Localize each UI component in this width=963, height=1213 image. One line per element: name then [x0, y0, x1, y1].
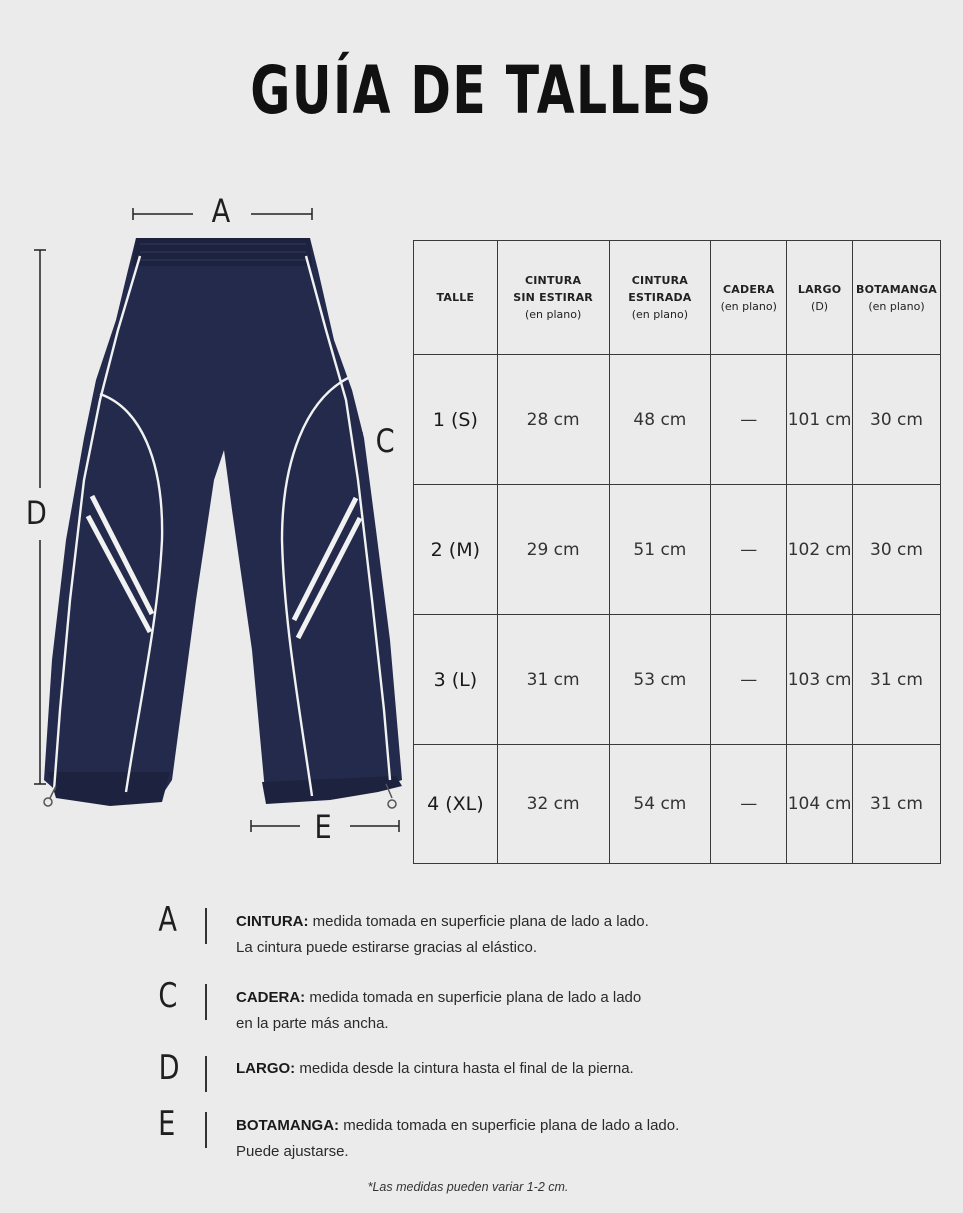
legend-divider [205, 1056, 207, 1092]
cell-cintura-sin-estirar: 31 cm [497, 615, 609, 745]
cell-botamanga: 30 cm [853, 485, 941, 615]
legend-letter: E [158, 1104, 176, 1144]
cell-cintura-estirada: 48 cm [609, 355, 711, 485]
dimension-label-c: C [375, 422, 395, 460]
page-title: GUÍA DE TALLES [250, 52, 713, 129]
legend-letter: C [158, 976, 178, 1016]
legend-divider [205, 1112, 207, 1148]
dimension-label-a: A [211, 192, 231, 230]
cell-botamanga: 31 cm [853, 615, 941, 745]
legend-line-2: La cintura puede estirarse gracias al elástico. [236, 939, 537, 956]
legend-term: CADERA: [236, 989, 306, 1006]
dimension-label-d: D [25, 494, 47, 532]
pants-illustration [0, 180, 420, 860]
header-talle: TALLE [414, 241, 498, 355]
cell-botamanga: 30 cm [853, 355, 941, 485]
legend-line-1: medida tomada en superficie plana de lado a lado. [343, 1117, 680, 1134]
header-cintura-sin-estirar: CINTURA SIN ESTIRAR (en plano) [497, 241, 609, 355]
table-row [414, 615, 941, 745]
cell-largo: 102 cm [787, 485, 853, 615]
legend-letter: D [158, 1048, 180, 1088]
cell-cadera: — [711, 615, 787, 745]
cell-botamanga: 31 cm [853, 745, 941, 864]
header-cintura-estirada: CINTURA ESTIRADA (en plano) [609, 241, 711, 355]
header-largo: LARGO (D) [787, 241, 853, 355]
cell-largo: 101 cm [787, 355, 853, 485]
table-header-row [414, 241, 941, 355]
legend-line-1: medida tomada en superficie plana de lado a lado [309, 989, 642, 1006]
legend-term: BOTAMANGA: [236, 1117, 340, 1134]
cell-cintura-sin-estirar: 29 cm [497, 485, 609, 615]
cell-cadera: — [711, 485, 787, 615]
dimension-label-e: E [314, 808, 332, 846]
cell-cadera: — [711, 355, 787, 485]
pants-drawing [0, 180, 420, 860]
size-table [413, 240, 941, 864]
cell-cintura-estirada: 54 cm [609, 745, 711, 864]
cell-cadera: — [711, 745, 787, 864]
legend-divider [205, 908, 207, 944]
header-botamanga: BOTAMANGA (en plano) [853, 241, 941, 355]
table-row [414, 485, 941, 615]
legend-text [236, 1056, 836, 1082]
table-row [414, 745, 941, 864]
legend-divider [205, 984, 207, 1020]
cell-size: 1 (S) [414, 355, 498, 485]
cell-cintura-sin-estirar: 32 cm [497, 745, 609, 864]
cell-largo: 103 cm [787, 615, 853, 745]
cell-size: 2 (M) [414, 485, 498, 615]
cell-cintura-sin-estirar: 28 cm [497, 355, 609, 485]
legend-text [236, 909, 836, 961]
header-cadera: CADERA (en plano) [711, 241, 787, 355]
cell-size: 4 (XL) [414, 745, 498, 864]
legend-term: LARGO: [236, 1060, 296, 1077]
legend-text [236, 1113, 836, 1165]
legend-line-2: en la parte más ancha. [236, 1015, 389, 1032]
table-row [414, 355, 941, 485]
legend-line-1: medida desde la cintura hasta el final de la pierna. [299, 1060, 634, 1077]
legend-term: CINTURA: [236, 913, 309, 930]
cell-cintura-estirada: 51 cm [609, 485, 711, 615]
legend-line-2: Puede ajustarse. [236, 1143, 349, 1160]
legend-letter: A [158, 900, 177, 940]
legend-line-1: medida tomada en superficie plana de lado a lado. [312, 913, 649, 930]
legend-text [236, 985, 836, 1037]
measurement-note: *Las medidas pueden variar 1-2 cm. [367, 1180, 569, 1194]
cell-size: 3 (L) [414, 615, 498, 745]
cell-cintura-estirada: 53 cm [609, 615, 711, 745]
pants-shape [44, 238, 402, 806]
cell-largo: 104 cm [787, 745, 853, 864]
